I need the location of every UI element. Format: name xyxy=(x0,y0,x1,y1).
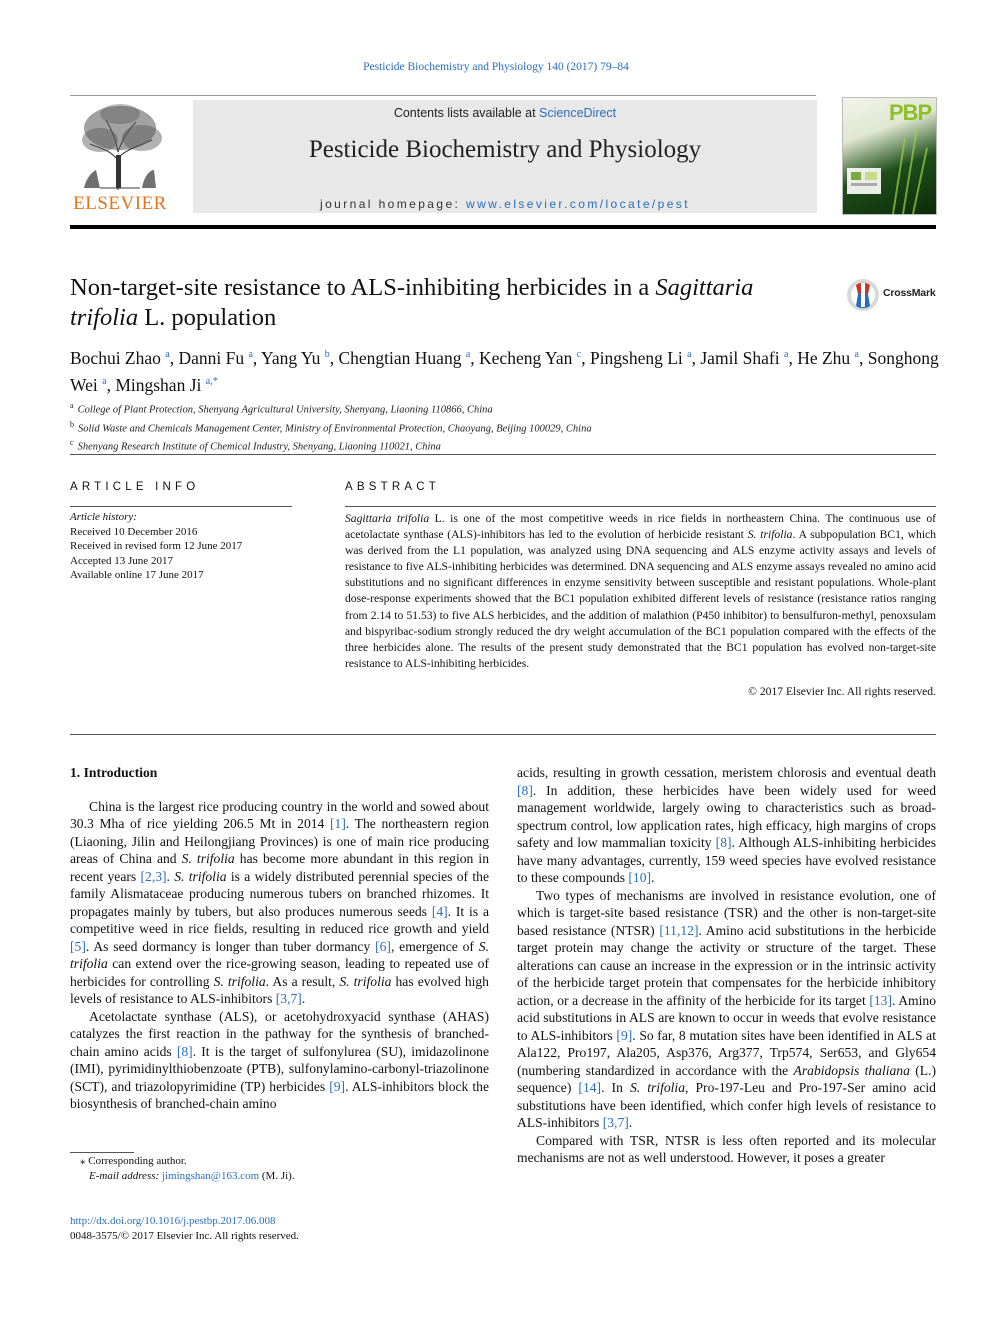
abstract-rule xyxy=(345,506,936,507)
text-run: Acetolactate synthase (ALS), or acetohydroxyacid synthase (AHAS) catalyzes the first reaction in the pathway for the synthesis of branched-chain amino acids xyxy=(70,1008,489,1059)
species-name: S. trifolia xyxy=(181,851,235,866)
text-run: Compared with TSR, NTSR is less often reported and its molecular mechanisms are not as well understood. However, it poses a greater xyxy=(517,1132,936,1165)
elsevier-logo[interactable] xyxy=(70,100,170,215)
text-run: . In addition, these herbicides have been widely used for weed management worldwide, largely owing to characteristics such as broad-spectrum control, low application rates, high efficacy, high margins of crops safety and low mammalian toxicity xyxy=(517,782,936,850)
email-link[interactable]: jimingshan@163.com xyxy=(161,1170,260,1182)
author-name[interactable]: Yang Yu xyxy=(261,347,321,368)
email-suffix: (M. Ji). xyxy=(259,1170,295,1182)
title-part-1: Non-target-site resistance to ALS-inhibiting herbicides in a xyxy=(70,274,656,301)
author-name[interactable]: Mingshan Ji xyxy=(115,374,202,395)
affiliation-item xyxy=(70,436,940,455)
history-accepted: Accepted 13 June 2017 xyxy=(70,554,173,567)
affiliation-text: Shenyang Research Institute of Chemical Industry, Shenyang, Liaoning 110021, China xyxy=(77,441,441,453)
text-run: (L.) sequence) xyxy=(517,1062,936,1095)
text-run: . ALS-inhibitors block the biosynthesis of branched-chain amino xyxy=(70,1078,489,1111)
author-separator: , xyxy=(470,347,480,368)
article-info-heading: ARTICLE INFO xyxy=(70,481,200,493)
author-affiliation-marker[interactable]: a xyxy=(854,349,859,360)
reference-link[interactable]: [9] xyxy=(329,1078,346,1094)
reference-link[interactable]: [1] xyxy=(330,816,346,831)
affiliation-label: c xyxy=(70,438,74,447)
author-name[interactable]: Jamil Shafi xyxy=(700,347,780,368)
author-name[interactable]: Kecheng Yan xyxy=(479,347,573,368)
elsevier-tree-icon xyxy=(70,100,170,192)
author-separator: , xyxy=(691,347,701,368)
author-separator: , xyxy=(859,347,868,368)
corresponding-author-note xyxy=(70,1154,489,1169)
homepage-link[interactable]: www.elsevier.com/locate/pest xyxy=(466,197,690,211)
text-run: . Although ALS-inhibiting herbicides have many advantages, currently, 159 weed species have evolved resistance to these compounds xyxy=(517,835,937,885)
abstract-heading: ABSTRACT xyxy=(345,481,440,493)
text-run: . In xyxy=(601,1080,630,1095)
text-run: . It is the target of sulfonylurea (SU), imidazolinone (IMI), pyrimidinylthiobenzoate (PTB), sulfonylamino-carbonyl-triazolinone (SCT), and triazolopyrimidine (TP) herbicides xyxy=(70,1043,489,1094)
intro-paragraph xyxy=(70,798,489,1008)
author-affiliation-marker[interactable]: a xyxy=(248,349,253,360)
email-note xyxy=(70,1169,489,1184)
section-divider xyxy=(70,454,936,455)
reference-link[interactable]: [8] xyxy=(715,835,732,850)
intro-paragraph xyxy=(70,1008,489,1113)
abstract-species-short: S. trifolia xyxy=(747,528,793,542)
species-name: S. trifolia xyxy=(339,973,392,989)
text-run: , emergence of xyxy=(390,938,479,954)
text-run: has evolved high levels of resistance to ALS-inhibitors xyxy=(70,973,489,1006)
reference-link[interactable]: [14] xyxy=(578,1080,602,1095)
text-run: . The northeastern region (Liaoning, Jilin and Heilongjiang Provinces) is one of main rice producing areas of China and xyxy=(70,816,490,866)
affiliation-item xyxy=(70,418,940,437)
abstract-species: Sagittaria trifolia xyxy=(345,512,430,525)
introduction-heading: 1. Introduction xyxy=(70,765,158,780)
reference-link[interactable]: [13] xyxy=(869,992,892,1008)
species-name: S. trifolia xyxy=(70,938,489,971)
crossmark-badge[interactable] xyxy=(846,278,938,312)
author-list xyxy=(70,343,940,397)
header-rule xyxy=(70,95,816,96)
author-affiliation-marker[interactable]: a,* xyxy=(205,375,218,387)
reference-link[interactable]: [3,7] xyxy=(275,991,302,1006)
footnote-star: ⁎ xyxy=(80,1155,86,1167)
history-revised: Received in revised form 12 June 2017 xyxy=(70,540,243,552)
reference-link[interactable]: [10] xyxy=(628,870,652,885)
author-affiliation-marker[interactable]: a xyxy=(783,349,789,360)
author-name[interactable]: Songhong Wei xyxy=(70,347,939,395)
text-run: . As a result, xyxy=(265,973,340,989)
affiliation-label: a xyxy=(70,401,74,410)
affiliation-text: Solid Waste and Chemicals Management Center, Ministry of Environmental Protection, Chaoyang, Beijing 100029, China xyxy=(78,423,592,434)
author-name[interactable]: Pingsheng Li xyxy=(589,347,683,368)
text-run: . xyxy=(301,991,306,1006)
reference-link[interactable]: [5] xyxy=(70,938,86,954)
affiliation-label: b xyxy=(70,419,74,429)
history-heading: Article history: xyxy=(70,511,137,523)
reference-link[interactable]: [4] xyxy=(431,903,448,919)
title-part-2: L. population xyxy=(138,304,277,331)
abstract-body xyxy=(345,511,936,672)
masthead-thick-rule xyxy=(70,225,936,229)
author-name[interactable]: Bochui Zhao xyxy=(70,347,161,368)
reference-link[interactable]: [11,12] xyxy=(659,922,699,938)
cover-art-icon xyxy=(843,98,936,214)
reference-link[interactable]: [2,3] xyxy=(140,868,167,884)
intro-paragraph xyxy=(517,1132,936,1167)
title-species: Sagittaria trifolia xyxy=(70,274,754,331)
crossmark-icon xyxy=(846,278,880,312)
author-affiliation-marker[interactable]: a xyxy=(165,349,170,360)
species-name: S. trifolia xyxy=(629,1080,686,1095)
author-name[interactable]: He Zhu xyxy=(797,347,851,368)
footnote-rule xyxy=(70,1152,134,1153)
author-separator: , xyxy=(788,347,798,368)
sciencedirect-link[interactable]: ScienceDirect xyxy=(539,106,617,120)
text-run: can extend over the rice-growing season, leading to repeated use of herbicides for controlling xyxy=(70,956,489,989)
contents-available-line xyxy=(193,106,817,120)
author-separator: , xyxy=(252,347,262,368)
affiliation-list xyxy=(70,399,940,455)
text-run: acids, resulting in growth cessation, meristem chlorosis and eventual death xyxy=(517,765,936,780)
text-run: . Amino acid substitutions in the herbicide target protein may change the activity or structure of the target. These alterations can cause an increase in the expression or in the intrinsic activity of the herbicide target protein that compensates for the herbicide inhibitory action, or a decrease in the affinity of the herbicide for its target xyxy=(517,922,936,1008)
text-run: Two types of mechanisms are involved in resistance evolution, one of which is target-site based resistance (TSR) and the other is non-target-site based resistance (NTSR) xyxy=(517,887,936,938)
abstract-text-2: . A subpopulation BC1, which was derived from the L1 population, was analyzed using DNA sequencing and ALS enzyme activity assays and levels of resistance to five ALS-inhibiting herbicides was determined. DNA sequencing and ALS enzyme assays revealed no amino acid substitutions and no significant differences in enzyme sensitivity between susceptible and resistant populations. Whole-plant dose-response experiments showed that the BC1 population exhibited different levels of resistance (resistance ratios ranging from 2.14 to 51.53) to five ALS herbicides, and the addition of malathion (P450 inhibitor) to bensulfuron-methyl, penoxsulam and bispyribac-sodium strongly reduced the dry weight accumulation of the BC1 population compared with the effects of the three herbicides alone. The results of the present study demonstrated that the BC1 population has evolved non-target-site resistance to ALS-inhibiting herbicides. xyxy=(345,528,936,670)
footnotes xyxy=(70,1154,489,1184)
text-run: is a widely distributed perennial species of the family Alismataceae producing numerous tubers on branched rhizomes. It propagates mainly by tubers, but also produces numerous seeds xyxy=(70,868,489,919)
abstract-text-1: L. is one of the most competitive weeds in rice fields in northeastern China. The continuous use of acetolactate synthase (ALS)-inhibitors has led to the evolution of herbicide resistant xyxy=(345,512,936,542)
article-info-rule xyxy=(70,506,292,507)
body-column-left xyxy=(70,764,489,1113)
author-separator: , xyxy=(106,374,116,395)
species-name: Arabidopsis thaliana xyxy=(793,1062,910,1078)
article-title xyxy=(70,273,790,333)
species-name: S. trifolia xyxy=(174,868,227,884)
reference-link[interactable]: [8] xyxy=(176,1043,193,1059)
author-affiliation-marker[interactable]: c xyxy=(576,349,582,360)
species-name: S. trifolia xyxy=(213,973,266,989)
email-label: E-mail address: xyxy=(89,1170,162,1182)
history-received: Received 10 December 2016 xyxy=(70,525,198,538)
abstract-copyright: © 2017 Elsevier Inc. All rights reserved. xyxy=(748,685,936,698)
affiliation-text: College of Plant Protection, Shenyang Agricultural University, Shenyang, Liaoning 110866, China xyxy=(77,404,493,416)
text-run: . Amino acid substitutions in ALS are known to occur in weeds that evolve resistance to ALS-inhibitors xyxy=(517,992,936,1043)
homepage-prefix: journal homepage: xyxy=(320,197,466,211)
journal-cover-image[interactable] xyxy=(842,97,937,215)
reference-link[interactable]: [6] xyxy=(375,938,391,954)
author-affiliation-marker[interactable]: a xyxy=(687,349,692,360)
reference-link[interactable]: [3,7] xyxy=(602,1115,629,1130)
author-affiliation-marker[interactable]: a xyxy=(102,375,107,387)
body-column-right xyxy=(517,764,936,1167)
cover-abbrev: PBP xyxy=(889,100,932,125)
article-history xyxy=(70,510,295,583)
history-online: Available online 17 June 2017 xyxy=(70,569,204,581)
journal-title: Pesticide Biochemistry and Physiology xyxy=(308,136,702,163)
journal-citation[interactable]: Pesticide Biochemistry and Physiology 140 (2017) 79–84 xyxy=(363,61,629,73)
elsevier-wordmark: ELSEVIER xyxy=(73,193,167,214)
author-affiliation-marker[interactable]: b xyxy=(324,349,330,360)
reference-link[interactable]: [8] xyxy=(517,782,533,798)
section-divider xyxy=(70,734,936,735)
reference-link[interactable]: [9] xyxy=(616,1027,633,1043)
author-name[interactable]: Danni Fu xyxy=(178,347,245,368)
author-separator: , xyxy=(329,347,339,368)
corresponding-label: Corresponding author. xyxy=(85,1155,187,1167)
intro-paragraph xyxy=(517,887,936,1132)
contents-prefix: Contents lists available at xyxy=(393,106,540,120)
text-run: , Pro-197-Leu and Pro-197-Ser amino acid substitutions have been identified, which confer high levels of resistance to ALS-inhibitors xyxy=(517,1080,936,1130)
doi-link[interactable]: http://dx.doi.org/10.1016/j.pestbp.2017.06.008 xyxy=(70,1215,276,1227)
intro-paragraph xyxy=(517,764,936,887)
crossmark-label: CrossMark xyxy=(883,287,936,299)
text-run: has become more abundant in this region in recent years xyxy=(70,851,489,884)
author-affiliation-marker[interactable]: a xyxy=(465,349,471,360)
text-run: . xyxy=(166,868,175,884)
issn-copyright: 0048-3575/© 2017 Elsevier Inc. All rights reserved. xyxy=(70,1230,299,1242)
text-run: . xyxy=(651,870,655,885)
journal-masthead xyxy=(193,100,817,213)
text-run: . So far, 8 mutation sites have been identified in ALS at Ala122, Pro197, Ala205, Asp376, Arg377, Trp574, Ser653, and Gly654 (numbering standardized in accordance with the xyxy=(517,1027,936,1078)
text-run: . xyxy=(628,1115,633,1130)
affiliation-item xyxy=(70,399,940,418)
journal-homepage-line xyxy=(193,197,817,211)
text-run: China is the largest rice producing country in the world and sowed about 30.3 Mha of rice yielding 206.5 Mt in 2014 xyxy=(70,798,489,831)
text-run: . As seed dormancy is longer than tuber dormancy xyxy=(85,938,376,954)
author-separator: , xyxy=(169,347,179,368)
text-run: . It is a competitive weed in rice fields, resulting in reduced rice growth and yield xyxy=(70,903,489,936)
author-name[interactable]: Chengtian Huang xyxy=(338,347,462,368)
author-separator: , xyxy=(581,347,590,368)
